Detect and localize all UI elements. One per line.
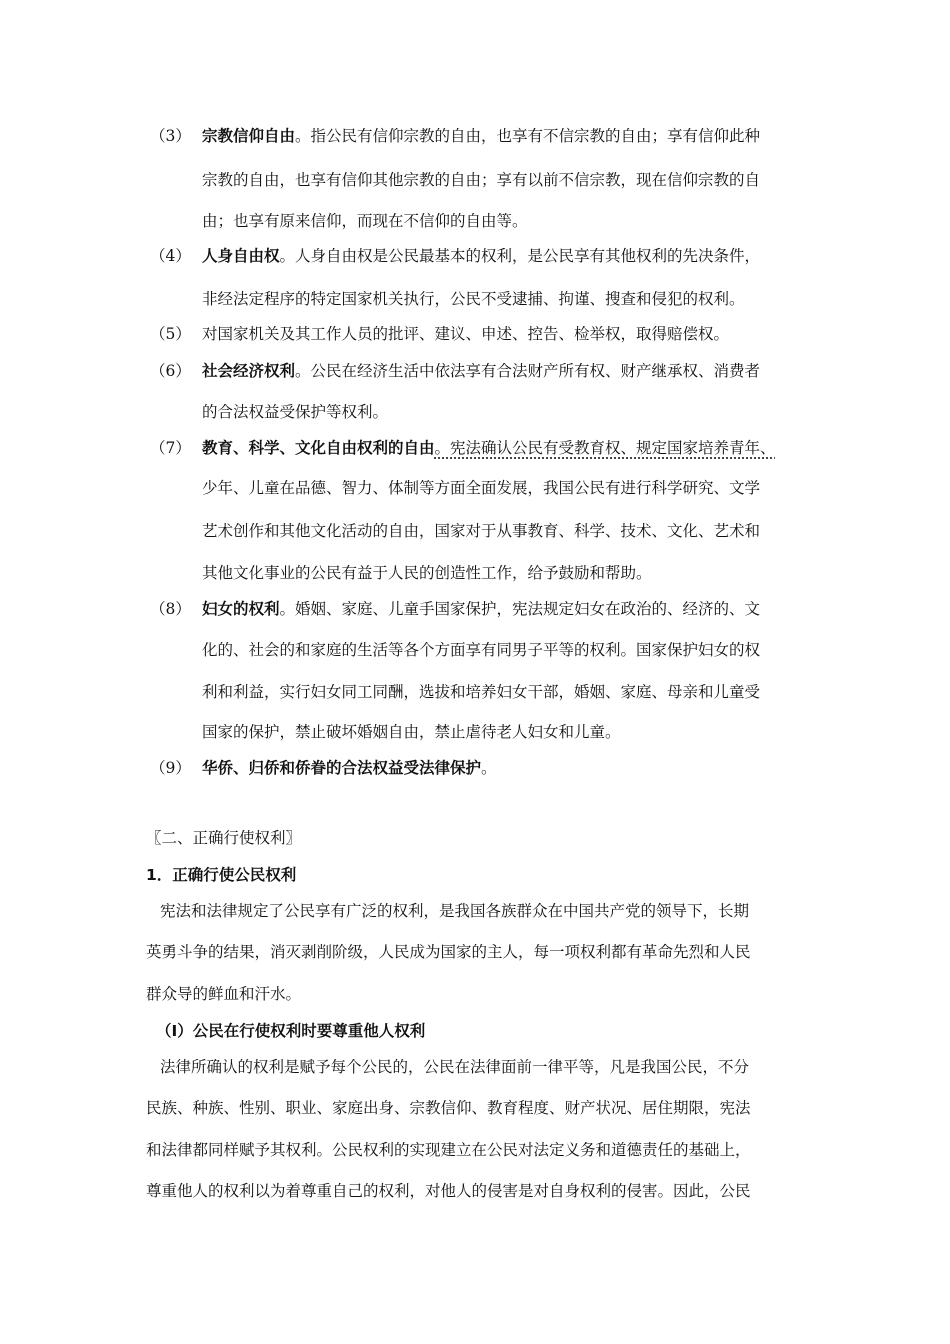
item-line	[202, 436, 776, 458]
paragraph-line: 民族、种族、性别、职业、家庭出身、宗教信仰、教育程度、财产状况、居住期限，宪法	[146, 1099, 751, 1117]
paragraph-line: 宪法和法律规定了公民享有广泛的权利，是我国各族群众在中国共产党的领导下，长期	[160, 902, 750, 920]
item-line: 其他文化事业的公民有益于人民的创造性工作，给予鼓励和帮助。	[202, 564, 652, 582]
item-title: 社会经济权利	[202, 362, 296, 380]
item-line	[202, 359, 760, 381]
item-line: 国家的保护，禁止破坏婚姻自由，禁止虐待老人妇女和儿童。	[202, 723, 621, 741]
item-line	[202, 244, 760, 266]
item-number: （5）	[150, 325, 191, 343]
item-line	[202, 756, 497, 778]
item-number: （4）	[150, 247, 191, 265]
item-title: 华侨、归侨和侨眷的合法权益受法律保护	[202, 759, 482, 777]
item-text: 。指公民有信仰宗教的自由，也享有不信宗教的自由；享有信仰此种	[295, 127, 761, 145]
item-line: 少年、儿童在品德、智力、体制等方面全面发展，我国公民有进行科学研究、文学	[202, 479, 761, 497]
sub-heading: （I）公民在行使权利时要尊重他人权利	[156, 1022, 426, 1040]
item-text: 。婚姻、家庭、儿童手国家保护，宪法规定妇女在政治的、经济的、文	[279, 600, 761, 618]
item-text: 。人身自由权是公民最基本的权利，是公民享有其他权利的先决条件，	[279, 247, 761, 265]
paragraph-line: 英勇斗争的结果，消灭剥削阶级，人民成为国家的主人，每一项权利都有革命先烈和人民	[146, 943, 751, 961]
item-title: 宗教信仰自由	[202, 127, 296, 145]
paragraph-line: 法律所确认的权利是赋予每个公民的，公民在法律面前一律平等，凡是我国公民，不分	[160, 1058, 750, 1076]
item-line: 非经法定程序的特定国家机关执行，公民不受逮捕、拘谨、搜查和侵犯的权利。	[202, 290, 745, 308]
item-text: 。公民在经济生活中依法享有合法财产所有权、财产继承权、消费者	[295, 362, 761, 380]
item-title: 人身自由权	[202, 247, 280, 265]
item-title: 教育、科学、文化自由权利的自由	[202, 439, 435, 457]
item-title: 妇女的权利	[202, 600, 280, 618]
item-number: （7）	[150, 439, 191, 457]
item-line: 的合法权益受保护等权利。	[202, 403, 389, 421]
item-number: （3）	[150, 127, 191, 145]
sub-heading: 1．正确行使公民权利	[146, 866, 297, 884]
item-number: （9）	[150, 759, 191, 777]
item-line: 宗教的自由，也享有信仰其他宗教的自由；享有以前不信宗教，现在信仰宗教的自	[202, 171, 761, 189]
item-line: 利和利益，实行妇女同工同酬，选拔和培养妇女干部，婚姻、家庭、母亲和儿童受	[202, 683, 761, 701]
item-text: 。宪法确认公民有受教育权、规定国家培养青年、	[434, 439, 776, 457]
item-line: 化的、社会的和家庭的生活等各个方面享有同男子平等的权利。国家保护妇女的权	[202, 641, 761, 659]
item-number: （8）	[150, 600, 191, 618]
item-line: 由；也享有原来信仰，而现在不信仰的自由等。	[202, 212, 528, 230]
item-text: 。	[481, 759, 497, 777]
section-heading: 〖二、正确行使权利〗	[146, 829, 302, 847]
item-number: （6）	[150, 362, 191, 380]
paragraph-line: 群众导的鲜血和汗水。	[146, 985, 302, 1003]
paragraph-line: 尊重他人的权利以为着尊重自己的权利，对他人的侵害是对自身权利的侵害。因此，公民	[146, 1182, 751, 1200]
item-line	[202, 597, 760, 619]
item-line	[202, 124, 760, 146]
paragraph-line: 和法律都同样赋予其权利。公民权利的实现建立在公民对法定义务和道德责任的基础上，	[146, 1141, 751, 1159]
item-line: 对国家机关及其工作人员的批评、建议、申述、控告、检举权，取得赔偿权。	[202, 325, 730, 343]
item-line: 艺术创作和其他文化活动的自由，国家对于从事教育、科学、技术、文化、艺术和	[202, 522, 761, 540]
